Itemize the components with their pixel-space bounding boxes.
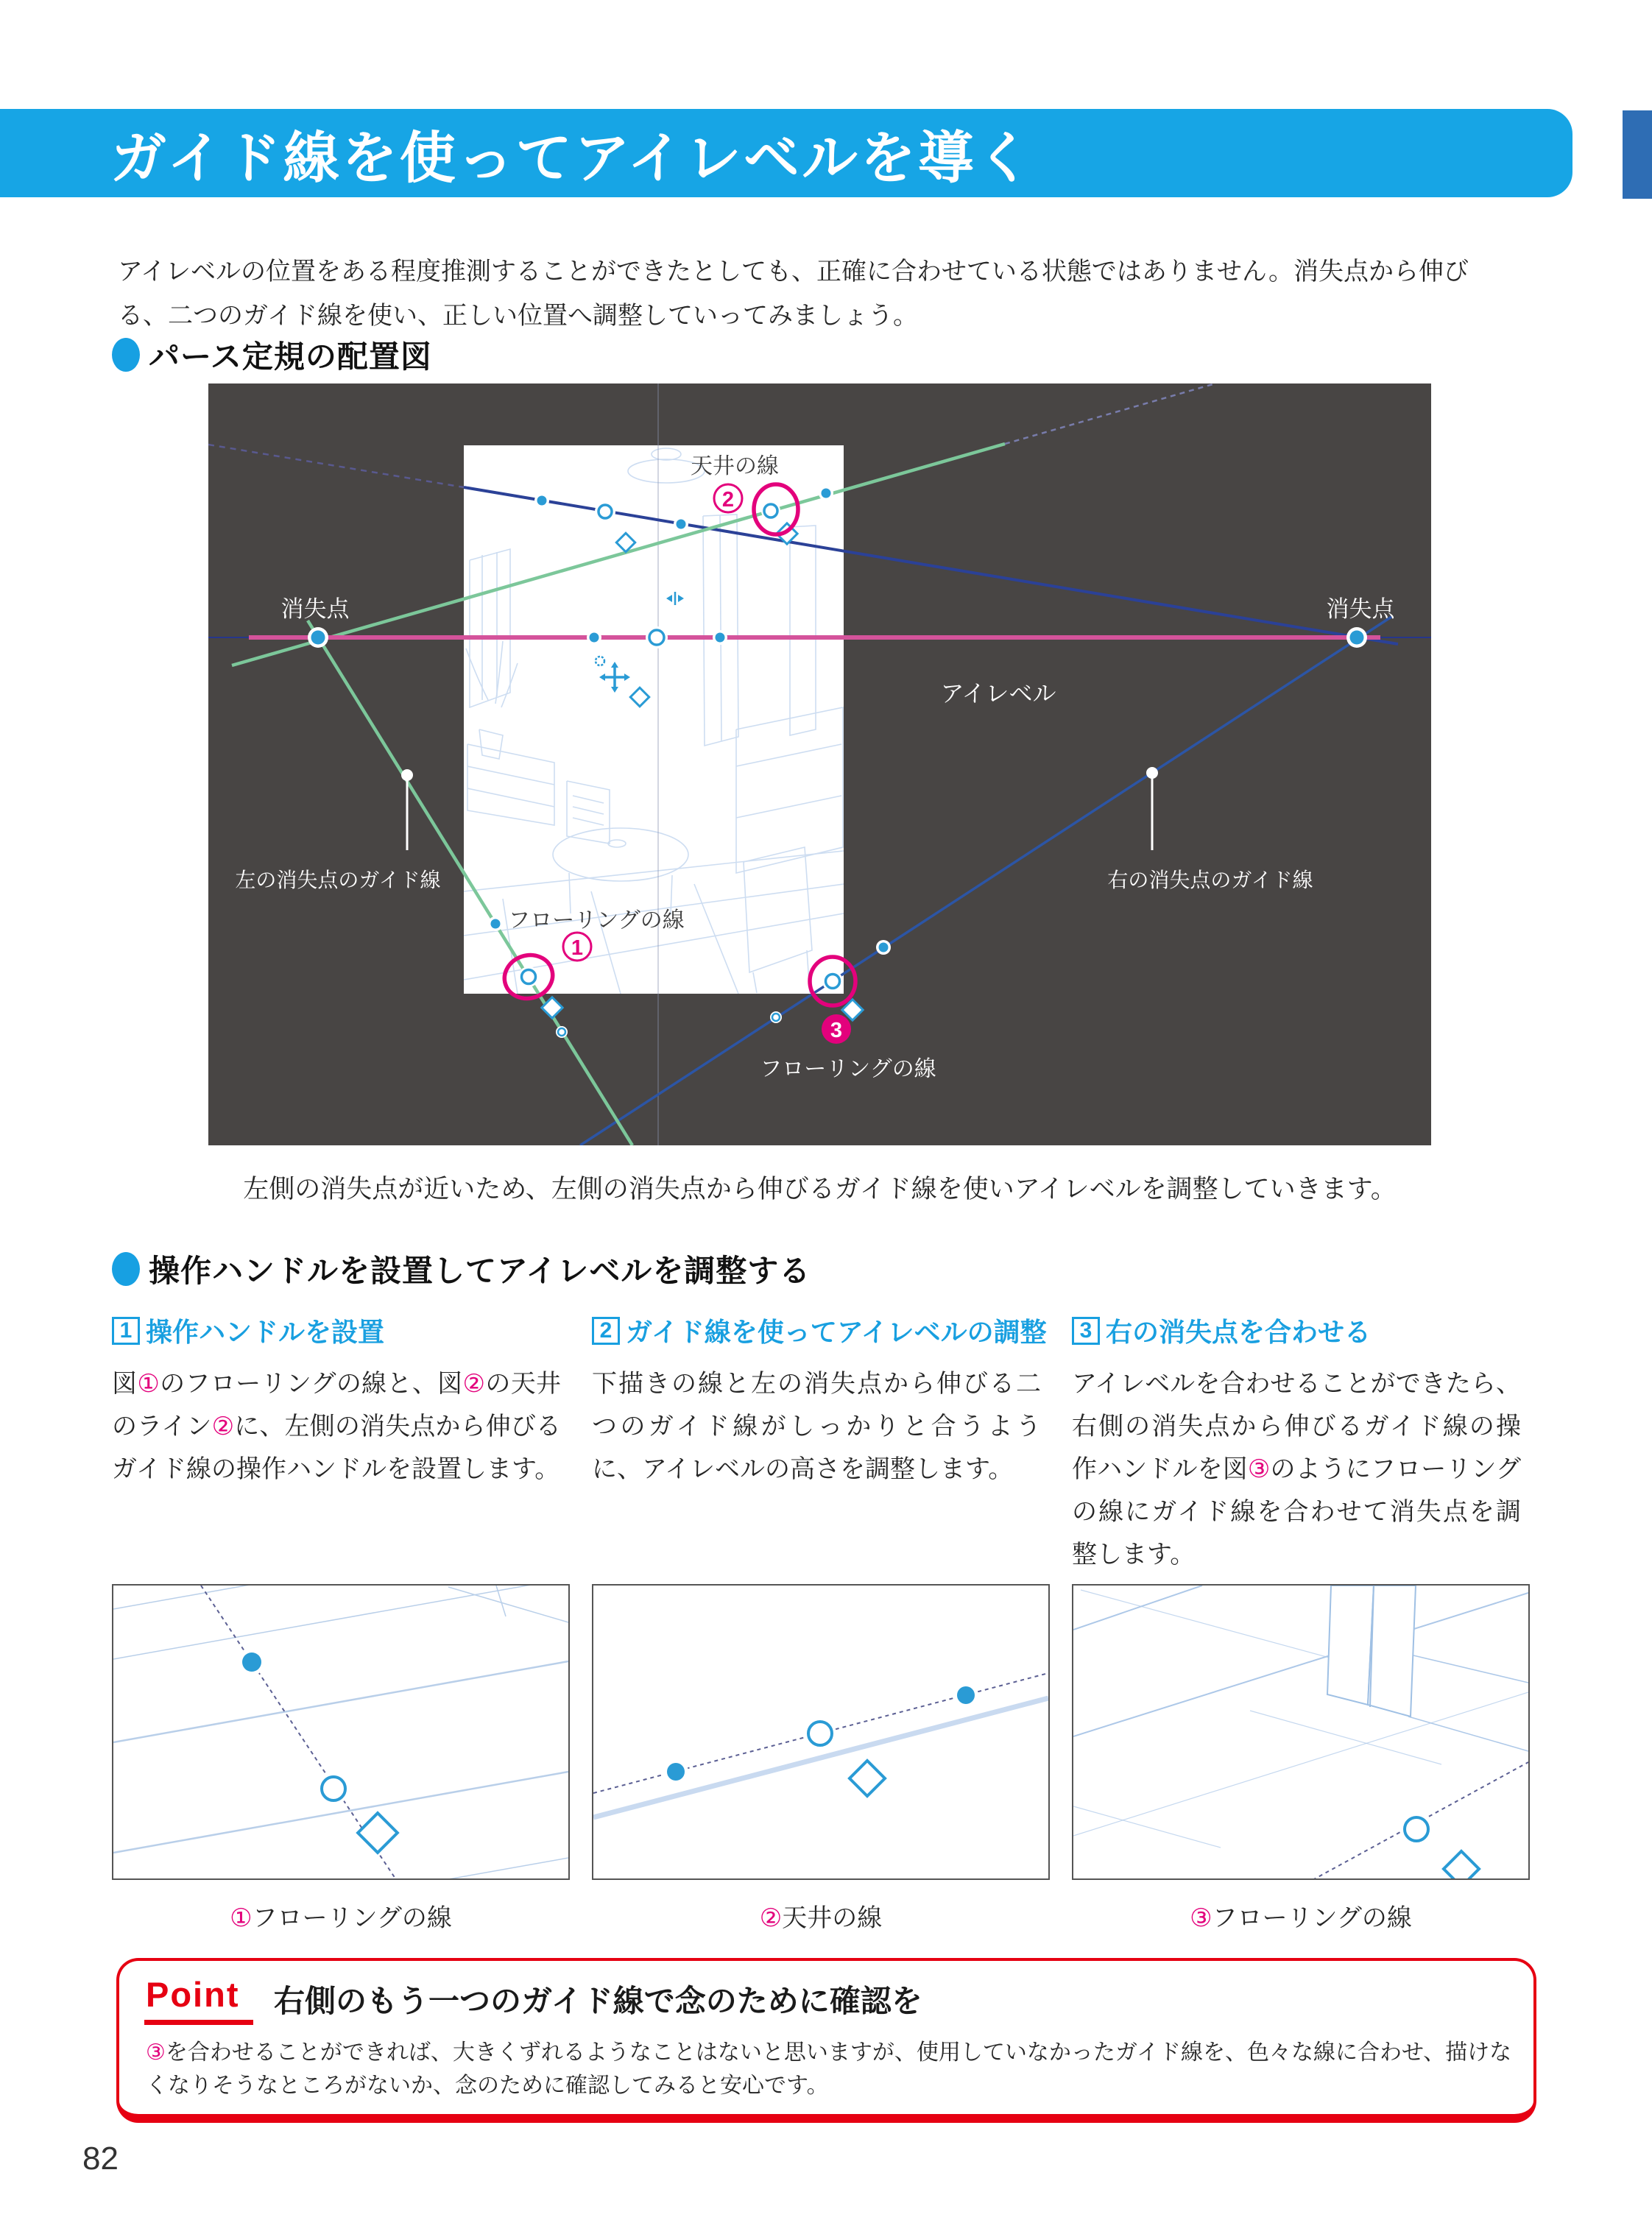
figure-3 <box>1072 1584 1530 1934</box>
point-title: 右側のもう一つのガイド線で念のために確認を <box>274 1984 922 2018</box>
point-body: ③を合わせることができれば、大きくずれるようなことはないと思いますが、使用していなかったガイド線を、色々な線に合わせ、描けなくなりそうなところがないか、念のために確認してみると安心です。 <box>146 2040 1512 2098</box>
section-bullet-icon <box>112 338 140 372</box>
label-flooring-line-right: フローリングの線 <box>760 1057 936 1081</box>
label-vp-right: 消失点 <box>1326 596 1395 622</box>
step-3 <box>1072 1312 1521 1576</box>
figure-3-caption: ③フローリングの線 <box>1190 1904 1412 1932</box>
section2-title: 操作ハンドルを設置してアイレベルを調整する <box>149 1254 811 1288</box>
step-2-body: 下描きの線と左の消失点から伸びる二つのガイド線がしっかりと合うように、アイレベルの高さを調整します。 <box>592 1370 1041 1483</box>
perspective-ruler-diagram <box>208 383 1431 1145</box>
section1-title: パース定規の配置図 <box>149 339 432 374</box>
label-ceiling-line: 天井の線 <box>691 454 779 478</box>
fixed-handle-dot <box>242 1652 261 1672</box>
diagram-caption: 左側の消失点が近いため、左側の消失点から伸びるガイド線を使いアイレベルを調整していきます。 <box>243 1175 1397 1203</box>
label-left-vp-guide: 左の消失点のガイド線 <box>235 869 441 891</box>
point-underline <box>144 2020 253 2025</box>
step-1 <box>112 1312 561 1491</box>
page-title: ガイド線を使ってアイレベルを導く <box>110 127 1034 190</box>
page-edge-tab <box>1623 110 1652 199</box>
step-2-number-box: 2 <box>592 1317 620 1345</box>
point-label: Point <box>146 1975 240 2014</box>
step-1-title: 操作ハンドルを設置 <box>146 1317 385 1347</box>
figure-2 <box>592 1584 1050 1934</box>
badge-2 <box>714 484 742 512</box>
step-3-body: アイレベルを合わせることができたら、右側の消失点から伸びるガイド線の操作ハンドルを図③のようにフローリングの線にガイド線を合わせて消失点を調整します。 <box>1072 1370 1521 1569</box>
fixed-handle-dot <box>667 1763 685 1781</box>
badge-3 <box>822 1014 851 1044</box>
figure-3-image <box>1072 1584 1530 1880</box>
svg-text:3: 3 <box>830 1019 843 1042</box>
step-1-header <box>112 1312 561 1349</box>
label-vp-left: 消失点 <box>280 596 350 622</box>
step-2-title: ガイド線を使ってアイレベルの調整 <box>626 1317 1047 1347</box>
section-head-perspective-ruler <box>112 333 432 377</box>
intro-line-1: アイレベルの位置をある程度推測することができたとしても、正確に合わせている状態ではありません。消失点から伸び <box>118 258 1469 286</box>
horizontal-arrows-icon <box>663 590 688 607</box>
chapter-banner <box>0 109 1572 197</box>
step-2 <box>592 1312 1047 1491</box>
figure-1-image <box>112 1584 570 1880</box>
fixed-handle-dot <box>957 1686 975 1704</box>
point-box <box>116 1958 1536 2123</box>
step-2-header <box>592 1312 1047 1349</box>
page-number: 82 <box>82 2141 119 2177</box>
figure-2-caption: ②天井の線 <box>759 1904 883 1932</box>
label-eye-level: アイレベル <box>940 680 1056 707</box>
chair-leg-sketch <box>1327 1586 1416 1717</box>
intro-paragraph <box>118 250 1549 338</box>
svg-text:2: 2 <box>721 488 735 512</box>
step-3-header <box>1072 1312 1521 1349</box>
intro-line-2: る、二つのガイド線を使い、正しい位置へ調整していってみましょう。 <box>118 302 918 330</box>
svg-text:1: 1 <box>571 936 584 960</box>
section-head-adjust-eye-level <box>112 1247 811 1291</box>
figure-1 <box>112 1584 570 1934</box>
step-3-title: 右の消失点を合わせる <box>1106 1317 1372 1347</box>
label-right-vp-guide: 右の消失点のガイド線 <box>1107 869 1313 891</box>
step-3-number-box: 3 <box>1072 1317 1100 1345</box>
step-1-number-box: 1 <box>112 1317 140 1345</box>
step-1-body: 図①のフローリングの線と、図②の天井のライン②に、左側の消失点から伸びるガイド線の操作ハンドルを設置します。 <box>112 1370 562 1483</box>
figure-2-image <box>592 1584 1050 1880</box>
section-bullet-icon <box>112 1252 140 1286</box>
badge-1 <box>563 933 591 961</box>
figure-1-caption: ①フローリングの線 <box>230 1904 452 1932</box>
label-flooring-line-left: フローリングの線 <box>508 908 685 933</box>
